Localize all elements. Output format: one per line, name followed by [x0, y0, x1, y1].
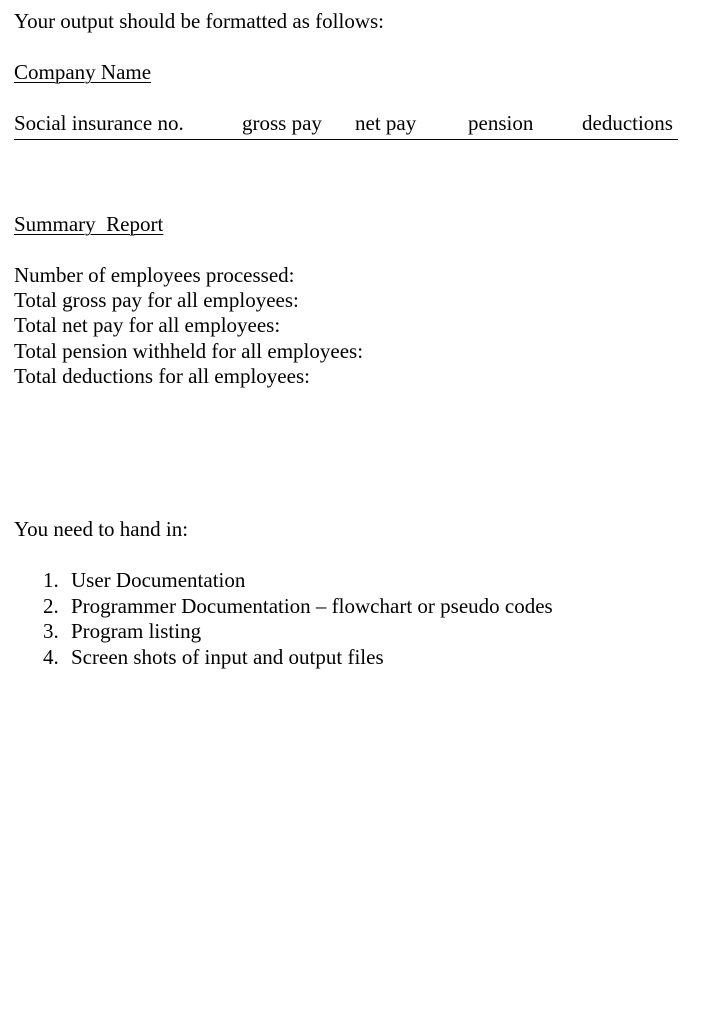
column-header-net-pay: net pay: [355, 111, 417, 135]
list-item-number: 4.: [43, 644, 59, 669]
hand-in-heading: You need to hand in:: [14, 517, 189, 541]
list-item-text: Screen shots of input and output files: [71, 644, 384, 669]
column-header-gross-pay: gross pay: [242, 111, 322, 135]
summary-line-pension: Total pension withheld for all employees:: [14, 339, 364, 363]
summary-line-employees: Number of employees processed:: [14, 263, 295, 287]
report-column-headers: [14, 111, 678, 140]
list-item-text: User Documentation: [71, 568, 246, 592]
column-header-deductions: deductions: [582, 111, 673, 135]
summary-line-gross-pay: Total gross pay for all employees:: [14, 288, 299, 312]
summary-report-heading: Summary Report: [14, 212, 164, 236]
column-header-social-insurance: Social insurance no.: [14, 111, 184, 135]
summary-line-net-pay: Total net pay for all employees:: [14, 313, 281, 337]
company-name-heading: Company Name: [14, 60, 152, 84]
column-header-pension: pension: [468, 111, 534, 135]
intro-text: Your output should be formatted as follows:: [14, 9, 385, 33]
list-item-number: 3.: [43, 619, 59, 643]
summary-line-deductions: Total deductions for all employees:: [14, 364, 310, 388]
list-item-text: Program listing: [71, 619, 202, 643]
list-item-number: 1.: [43, 568, 59, 592]
list-item-number: 2.: [43, 593, 59, 618]
list-item-text: Programmer Documentation – flowchart or pseudo codes: [71, 593, 553, 618]
